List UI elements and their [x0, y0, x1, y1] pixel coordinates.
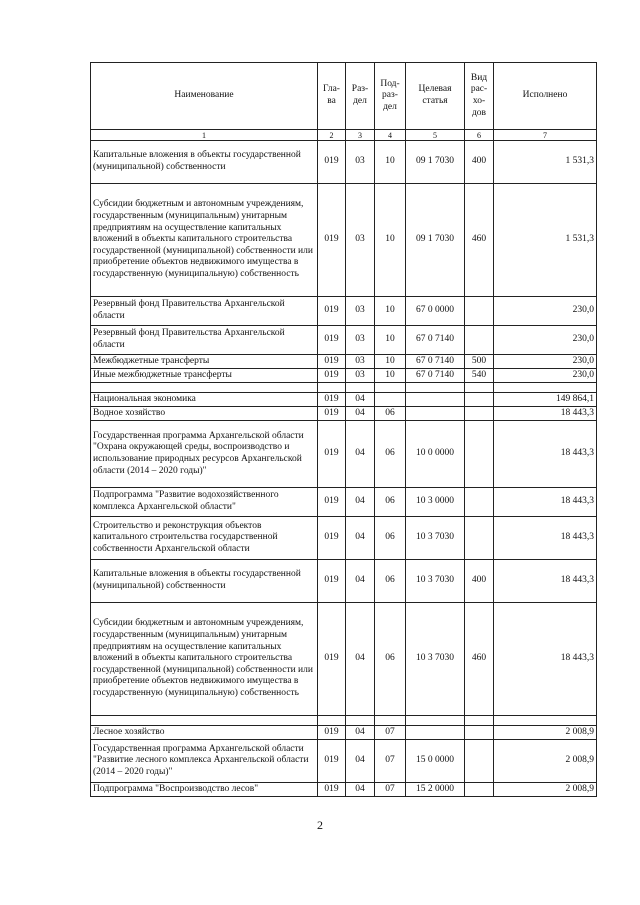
row-executed: 18 443,3: [494, 517, 597, 560]
row-name: Национальная экономика: [91, 393, 318, 407]
table-row: [91, 560, 597, 603]
row-target-article: [406, 726, 465, 740]
row-expense-type: 400: [465, 141, 494, 184]
table-spacer-row: [91, 383, 597, 393]
row-name: Капитальные вложения в объекты государственной (муниципальной) собственности: [91, 560, 318, 603]
row-name: Государственная программа Архангельской области "Развитие лесного комплекса Архангельской области (2014 – 2020 годы)": [91, 740, 318, 783]
row-section: 03: [346, 326, 375, 355]
table-row: [91, 488, 597, 517]
column-number-row: [91, 130, 597, 141]
row-subsection: 10: [375, 355, 406, 369]
row-target-article: 09 1 7030: [406, 184, 465, 297]
row-section: 04: [346, 393, 375, 407]
row-expense-type: [465, 393, 494, 407]
header-expense-type: Вид рас- хо- дов: [465, 63, 494, 130]
table-row: [91, 297, 597, 326]
spacer-cell: [465, 383, 494, 393]
row-target-article: 10 3 7030: [406, 603, 465, 716]
row-name: Водное хозяйство: [91, 407, 318, 421]
row-expense-type: [465, 740, 494, 783]
table-row: [91, 517, 597, 560]
row-subsection: 10: [375, 141, 406, 184]
row-target-article: 10 3 0000: [406, 488, 465, 517]
table-header-row: [91, 63, 597, 130]
row-subsection: 07: [375, 783, 406, 797]
row-target-article: 67 0 0000: [406, 297, 465, 326]
spacer-cell: [375, 383, 406, 393]
row-section: 04: [346, 407, 375, 421]
spacer-cell: [91, 383, 318, 393]
row-chapter: 019: [318, 393, 346, 407]
column-number: 1: [91, 130, 318, 141]
row-expense-type: [465, 421, 494, 488]
row-target-article: 67 0 7140: [406, 355, 465, 369]
row-executed: 2 008,9: [494, 726, 597, 740]
row-chapter: 019: [318, 326, 346, 355]
row-name: Субсидии бюджетным и автономным учреждениям, государственным (муниципальным) унитарным предприятиям на осуществление капитальных вложений в объекты капитального строительства государственной (муниципальной) собственности или приобретение объектов недвижимого имущества в государственную (муниципальную) собственность: [91, 603, 318, 716]
row-section: 03: [346, 297, 375, 326]
column-number: 7: [494, 130, 597, 141]
row-target-article: [406, 393, 465, 407]
table-row: [91, 369, 597, 383]
table-row: [91, 184, 597, 297]
table-row: [91, 326, 597, 355]
row-expense-type: [465, 726, 494, 740]
row-target-article: 10 3 7030: [406, 560, 465, 603]
row-expense-type: [465, 326, 494, 355]
header-target-article: Целевая статья: [406, 63, 465, 130]
row-executed: 18 443,3: [494, 603, 597, 716]
spacer-cell: [375, 716, 406, 726]
header-subsection: Под- раз- дел: [375, 63, 406, 130]
row-name: Строительство и реконструкция объектов капитального строительства государственной собственности Архангельской области: [91, 517, 318, 560]
row-chapter: 019: [318, 184, 346, 297]
spacer-cell: [406, 383, 465, 393]
table-body: [91, 141, 597, 797]
row-executed: 1 531,3: [494, 141, 597, 184]
row-expense-type: [465, 297, 494, 326]
row-subsection: 06: [375, 407, 406, 421]
row-target-article: 15 0 0000: [406, 740, 465, 783]
row-chapter: 019: [318, 141, 346, 184]
row-section: 03: [346, 369, 375, 383]
table-row: [91, 393, 597, 407]
spacer-cell: [406, 716, 465, 726]
spacer-cell: [318, 383, 346, 393]
budget-table: [90, 62, 597, 797]
column-number: 3: [346, 130, 375, 141]
row-chapter: 019: [318, 407, 346, 421]
spacer-cell: [318, 716, 346, 726]
row-name: Лесное хозяйство: [91, 726, 318, 740]
table-row: [91, 407, 597, 421]
row-subsection: 06: [375, 560, 406, 603]
table-spacer-row: [91, 716, 597, 726]
row-section: 04: [346, 488, 375, 517]
spacer-cell: [494, 716, 597, 726]
table-row: [91, 603, 597, 716]
row-expense-type: 460: [465, 184, 494, 297]
header-chapter: Гла- ва: [318, 63, 346, 130]
row-name: Подпрограмма "Развитие водохозяйственного комплекса Архангельской области": [91, 488, 318, 517]
table-row: [91, 740, 597, 783]
row-name: Резервный фонд Правительства Архангельской области: [91, 326, 318, 355]
row-executed: 18 443,3: [494, 560, 597, 603]
row-section: 04: [346, 560, 375, 603]
row-subsection: 10: [375, 184, 406, 297]
row-target-article: 67 0 7140: [406, 326, 465, 355]
row-executed: 230,0: [494, 297, 597, 326]
row-chapter: 019: [318, 355, 346, 369]
row-expense-type: 500: [465, 355, 494, 369]
row-name: Капитальные вложения в объекты государственной (муниципальной) собственности: [91, 141, 318, 184]
row-subsection: 10: [375, 326, 406, 355]
row-section: 04: [346, 603, 375, 716]
header-section: Раз- дел: [346, 63, 375, 130]
row-executed: 1 531,3: [494, 184, 597, 297]
row-name: Государственная программа Архангельской области "Охрана окружающей среды, воспроизводство и использование природных ресурсов Архангельской области (2014 – 2020 годы)": [91, 421, 318, 488]
table-row: [91, 355, 597, 369]
column-number: 2: [318, 130, 346, 141]
row-executed: 230,0: [494, 369, 597, 383]
table-row: [91, 141, 597, 184]
row-executed: 18 443,3: [494, 488, 597, 517]
row-section: 04: [346, 421, 375, 488]
spacer-cell: [91, 716, 318, 726]
row-chapter: 019: [318, 740, 346, 783]
row-executed: 2 008,9: [494, 783, 597, 797]
spacer-cell: [346, 383, 375, 393]
row-target-article: 10 3 7030: [406, 517, 465, 560]
row-chapter: 019: [318, 603, 346, 716]
row-section: 03: [346, 141, 375, 184]
row-subsection: 10: [375, 369, 406, 383]
table-row: [91, 783, 597, 797]
row-subsection: 07: [375, 726, 406, 740]
row-name: Иные межбюджетные трансферты: [91, 369, 318, 383]
spacer-cell: [465, 716, 494, 726]
row-target-article: 10 0 0000: [406, 421, 465, 488]
row-expense-type: [465, 783, 494, 797]
row-section: 03: [346, 355, 375, 369]
spacer-cell: [494, 383, 597, 393]
row-section: 04: [346, 726, 375, 740]
row-expense-type: 400: [465, 560, 494, 603]
spacer-cell: [346, 716, 375, 726]
row-name: Резервный фонд Правительства Архангельской области: [91, 297, 318, 326]
row-subsection: 06: [375, 603, 406, 716]
row-expense-type: [465, 517, 494, 560]
row-section: 03: [346, 184, 375, 297]
row-executed: 2 008,9: [494, 740, 597, 783]
row-executed: 230,0: [494, 326, 597, 355]
row-executed: 18 443,3: [494, 421, 597, 488]
row-name: Межбюджетные трансферты: [91, 355, 318, 369]
row-chapter: 019: [318, 421, 346, 488]
row-subsection: 07: [375, 740, 406, 783]
row-section: 04: [346, 517, 375, 560]
row-chapter: 019: [318, 560, 346, 603]
row-name: Подпрограмма "Воспроизводство лесов": [91, 783, 318, 797]
header-name: Наименование: [91, 63, 318, 130]
table-row: [91, 726, 597, 740]
row-subsection: 06: [375, 421, 406, 488]
row-chapter: 019: [318, 726, 346, 740]
row-executed: 18 443,3: [494, 407, 597, 421]
column-number: 6: [465, 130, 494, 141]
row-subsection: [375, 393, 406, 407]
row-executed: 230,0: [494, 355, 597, 369]
page-number: 2: [317, 818, 323, 832]
row-chapter: 019: [318, 297, 346, 326]
row-section: 04: [346, 740, 375, 783]
row-subsection: 10: [375, 297, 406, 326]
column-number: 4: [375, 130, 406, 141]
column-number: 5: [406, 130, 465, 141]
row-target-article: 09 1 7030: [406, 141, 465, 184]
row-chapter: 019: [318, 783, 346, 797]
row-expense-type: 540: [465, 369, 494, 383]
row-subsection: 06: [375, 488, 406, 517]
table-row: [91, 421, 597, 488]
row-expense-type: 460: [465, 603, 494, 716]
row-chapter: 019: [318, 517, 346, 560]
row-expense-type: [465, 407, 494, 421]
row-executed: 149 864,1: [494, 393, 597, 407]
row-expense-type: [465, 488, 494, 517]
row-section: 04: [346, 783, 375, 797]
header-executed: Исполнено: [494, 63, 597, 130]
row-chapter: 019: [318, 488, 346, 517]
row-target-article: [406, 407, 465, 421]
row-target-article: 15 2 0000: [406, 783, 465, 797]
row-target-article: 67 0 7140: [406, 369, 465, 383]
row-subsection: 06: [375, 517, 406, 560]
row-chapter: 019: [318, 369, 346, 383]
row-name: Субсидии бюджетным и автономным учреждениям, государственным (муниципальным) унитарным предприятиям на осуществление капитальных вложений в объекты капитального строительства государственной (муниципальной) собственности или приобретение объектов недвижимого имущества в государственную (муниципальную) собственность: [91, 184, 318, 297]
